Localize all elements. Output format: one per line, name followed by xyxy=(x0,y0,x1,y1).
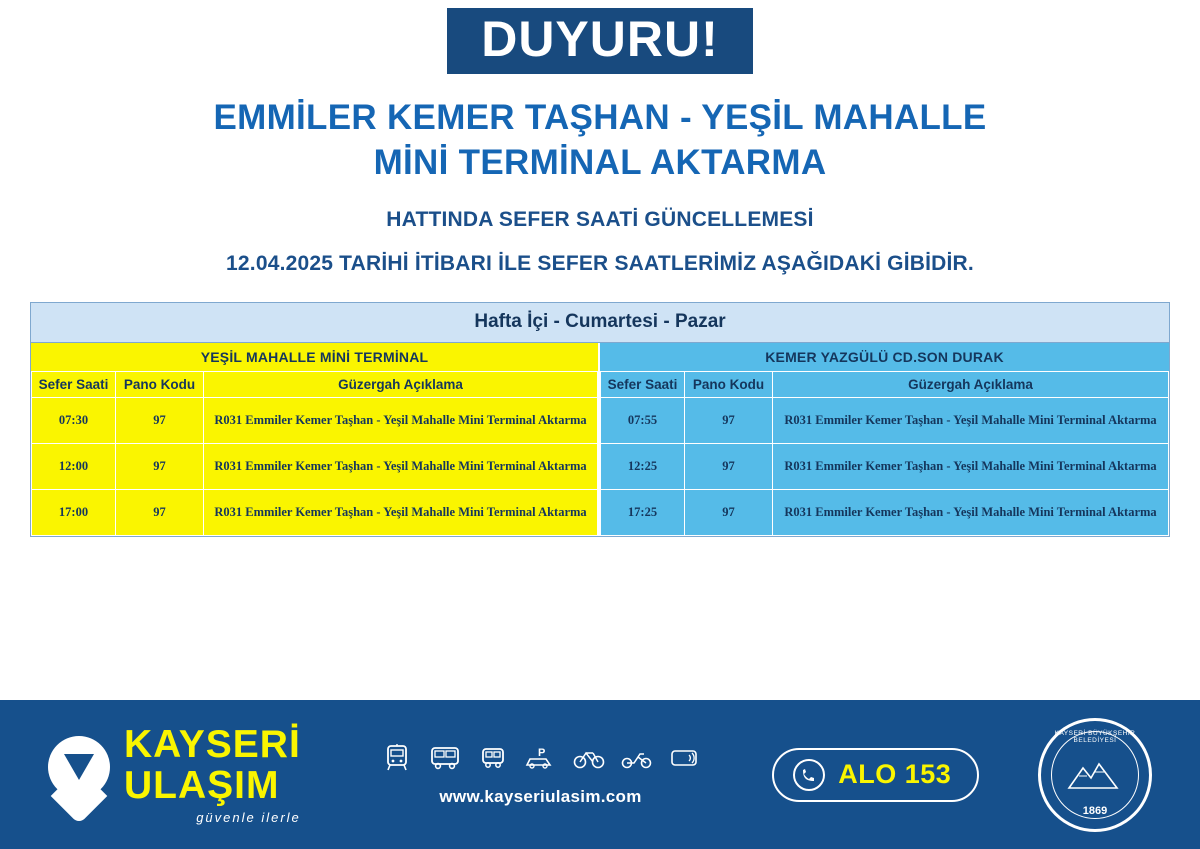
panel-title-left: YEŞİL MAHALLE MİNİ TERMİNAL xyxy=(31,343,598,371)
hotline-number: ALO 153 xyxy=(838,759,952,789)
tram-icon xyxy=(380,743,414,773)
seal-top-text: KAYSERİ BÜYÜKŞEHİR BELEDİYESİ xyxy=(1054,729,1136,744)
seal-year: 1869 xyxy=(1082,804,1108,817)
table-row xyxy=(32,489,598,535)
website-url[interactable]: www.kayseriulasim.com xyxy=(439,786,642,806)
column-header-code: Pano Kodu xyxy=(685,371,773,397)
location-pin-icon xyxy=(48,736,110,814)
municipality-seal xyxy=(1038,718,1152,832)
panel-title-right: KEMER YAZGÜLÜ CD.SON DURAK xyxy=(600,343,1169,371)
kayseri-ulasim-logo xyxy=(48,725,301,824)
transport-modes-and-web xyxy=(380,743,702,807)
table-row xyxy=(32,397,598,443)
footer-bar xyxy=(0,700,1200,849)
cell-time: 12:25 xyxy=(601,443,685,489)
cell-code: 97 xyxy=(685,397,773,443)
cell-route: R031 Emmiler Kemer Taşhan - Yeşil Mahalle Mini Terminal Aktarma xyxy=(773,397,1169,443)
table-header-row xyxy=(32,371,598,397)
title-line-2: MİNİ TERMİNAL AKTARMA xyxy=(373,142,827,182)
cell-route: R031 Emmiler Kemer Taşhan - Yeşil Mahalle Mini Terminal Aktarma xyxy=(204,443,598,489)
column-header-route: Güzergah Açıklama xyxy=(773,371,1169,397)
table-row xyxy=(32,443,598,489)
hotline-badge[interactable] xyxy=(772,748,979,802)
schedule-caption: Hafta İçi - Cumartesi - Pazar xyxy=(31,303,1169,343)
cell-code: 97 xyxy=(685,489,773,535)
brand-line-2: ULAŞIM xyxy=(124,764,280,807)
announcement-badge: DUYURU! xyxy=(447,8,753,74)
svg-text:P: P xyxy=(537,746,545,759)
cell-route: R031 Emmiler Kemer Taşhan - Yeşil Mahalle Mini Terminal Aktarma xyxy=(204,489,598,535)
page-title xyxy=(0,96,1200,186)
cell-code: 97 xyxy=(116,489,204,535)
subtitle: HATTINDA SEFER SAATİ GÜNCELLEMESİ xyxy=(386,207,814,231)
cell-time: 07:30 xyxy=(32,397,116,443)
chevron-down-icon xyxy=(64,754,94,780)
bus-icon xyxy=(428,743,462,773)
schedule-panel-left xyxy=(31,343,600,536)
transport-mode-icons xyxy=(380,743,702,773)
card-icon xyxy=(668,743,702,773)
column-header-time: Sefer Saati xyxy=(601,371,685,397)
table-row xyxy=(601,489,1169,535)
schedule-panel-right xyxy=(600,343,1169,536)
cell-code: 97 xyxy=(685,443,773,489)
table-row xyxy=(601,443,1169,489)
cell-time: 17:00 xyxy=(32,489,116,535)
cell-code: 97 xyxy=(116,443,204,489)
phone-icon xyxy=(792,758,826,792)
effective-date-note: 12.04.2025 TARİHİ İTİBARI İLE SEFER SAATLERİMİZ AŞAĞIDAKİ GİBİDİR. xyxy=(226,251,974,275)
cell-route: R031 Emmiler Kemer Taşhan - Yeşil Mahalle Mini Terminal Aktarma xyxy=(204,397,598,443)
column-header-time: Sefer Saati xyxy=(32,371,116,397)
car-park-icon xyxy=(524,743,558,773)
cell-time: 07:55 xyxy=(601,397,685,443)
column-header-route: Güzergah Açıklama xyxy=(204,371,598,397)
table-header-row xyxy=(601,371,1169,397)
schedule-table xyxy=(30,302,1170,537)
cell-route: R031 Emmiler Kemer Taşhan - Yeşil Mahalle Mini Terminal Aktarma xyxy=(773,489,1169,535)
minibus-icon xyxy=(476,743,510,773)
brand-slogan: güvenle ilerle xyxy=(196,810,301,825)
announcement-header xyxy=(0,0,1200,74)
bicycle-icon xyxy=(572,743,606,773)
cell-code: 97 xyxy=(116,397,204,443)
table-row xyxy=(601,397,1169,443)
scooter-icon xyxy=(620,743,654,773)
mountain-icon xyxy=(1065,758,1125,792)
brand-line-1: KAYSERİ xyxy=(124,723,301,766)
column-header-code: Pano Kodu xyxy=(116,371,204,397)
cell-time: 17:25 xyxy=(601,489,685,535)
cell-route: R031 Emmiler Kemer Taşhan - Yeşil Mahalle Mini Terminal Aktarma xyxy=(773,443,1169,489)
cell-time: 12:00 xyxy=(32,443,116,489)
title-line-1: EMMİLER KEMER TAŞHAN - YEŞİL MAHALLE xyxy=(213,98,987,137)
